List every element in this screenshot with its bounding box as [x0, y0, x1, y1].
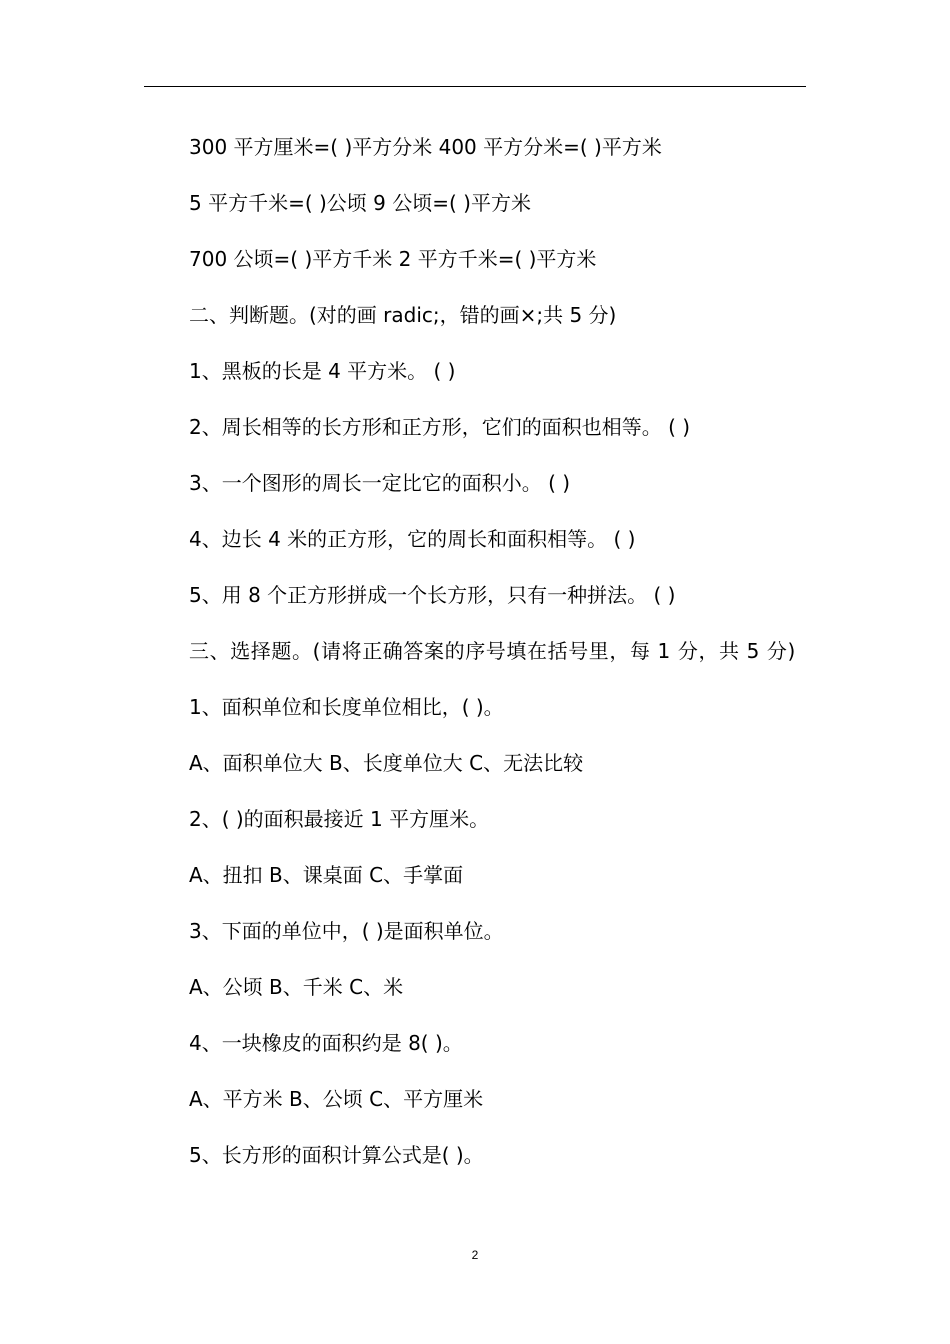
choice-question-3: 3、下面的单位中，( )是面积单位。 [189, 919, 504, 943]
conversion-line-2: 5 平方千米=( )公顷 9 公顷=( )平方米 [189, 191, 531, 215]
page-number: 2 [471, 1248, 479, 1262]
choice-question-4: 4、一块橡皮的面积约是 8( )。 [189, 1031, 463, 1055]
judgement-item-5: 5、用 8 个正方形拼成一个长方形，只有一种拼法。 ( ) [189, 583, 676, 607]
judgement-item-4: 4、边长 4 米的正方形，它的周长和面积相等。 ( ) [189, 527, 636, 551]
section-3-heading: 三、选择题。(请将正确答案的序号填在括号里，每 1 分，共 5 分) [189, 639, 796, 663]
section-2-heading: 二、判断题。(对的画 radic;，错的画×;共 5 分) [189, 303, 617, 327]
choice-options-1: A、面积单位大 B、长度单位大 C、无法比较 [189, 751, 584, 775]
header-rule [144, 86, 806, 87]
document-body [144, 119, 806, 1183]
judgement-item-1: 1、黑板的长是 4 平方米。 ( ) [189, 359, 456, 383]
choice-options-3: A、公顷 B、千米 C、米 [189, 975, 404, 999]
choice-question-2: 2、( )的面积最接近 1 平方厘米。 [189, 807, 490, 831]
choice-options-2: A、扭扣 B、课桌面 C、手掌面 [189, 863, 464, 887]
judgement-item-3: 3、一个图形的周长一定比它的面积小。 ( ) [189, 471, 571, 495]
judgement-item-2: 2、周长相等的长方形和正方形，它们的面积也相等。 ( ) [189, 415, 691, 439]
choice-question-5: 5、长方形的面积计算公式是( )。 [189, 1143, 484, 1167]
conversion-line-1: 300 平方厘米=( )平方分米 400 平方分米=( )平方米 [189, 135, 662, 159]
choice-question-1: 1、面积单位和长度单位相比，( )。 [189, 695, 504, 719]
choice-options-4: A、平方米 B、公顷 C、平方厘米 [189, 1087, 484, 1111]
conversion-line-3: 700 公顷=( )平方千米 2 平方千米=( )平方米 [189, 247, 597, 271]
